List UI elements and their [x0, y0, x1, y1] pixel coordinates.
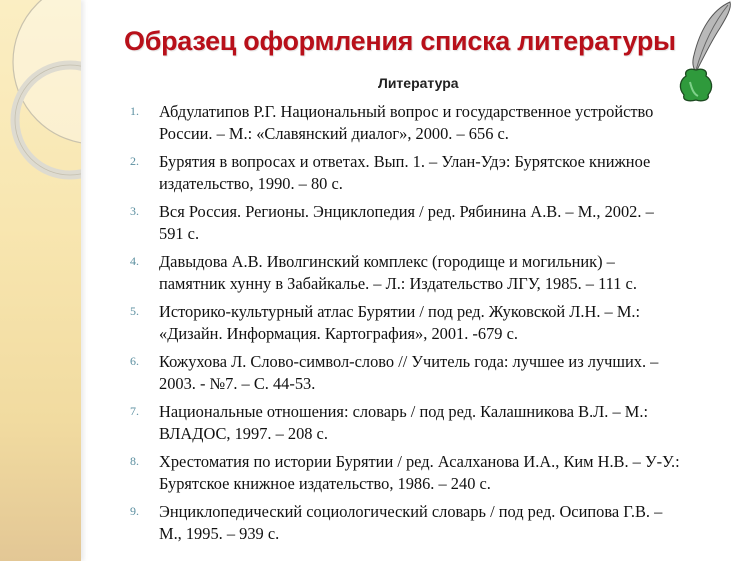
reference-text-line: 2003. - №7. – С. 44-53. [159, 373, 316, 393]
reference-text-line: памятник хунну в Забайкалье. – Л.: Издательство ЛГУ, 1985. – 111 с. [159, 273, 637, 293]
reference-text-line: России. – М.: «Славянский диалог», 2000. – 656 с. [159, 123, 509, 143]
list-heading: Литература [378, 75, 459, 91]
reference-item [124, 101, 744, 144]
reference-text-line: Кожухова Л. Слово-символ-слово // Учитель года: лучшее из лучших. – [159, 352, 659, 371]
reference-text-line: Давыдова А.В. Иволгинский комплекс (городище и могильник) – [159, 252, 615, 271]
reference-item [124, 251, 744, 294]
slide-title: Образец оформления списка литературы [124, 26, 676, 56]
item-number: 8. [130, 454, 139, 468]
reference-item [124, 401, 744, 444]
reference-item [124, 301, 744, 344]
item-number: 3. [130, 204, 139, 218]
reference-text-line: «Дизайн. Информация. Картография», 2001. -679 с. [159, 323, 518, 343]
reference-text-line: ВЛАДОС, 1997. – 208 с. [159, 423, 328, 443]
reference-text-line: Энциклопедический социологический словарь / под ред. Осипова Г.В. – [159, 502, 663, 521]
reference-item [124, 201, 744, 244]
item-number: 6. [130, 354, 139, 368]
reference-text-line: 591 с. [159, 223, 200, 243]
reference-list [124, 101, 744, 551]
quill-inkwell-icon [672, 0, 742, 110]
reference-item [124, 501, 744, 544]
reference-item [124, 151, 744, 194]
reference-text-line: издательство, 1990. – 80 с. [159, 173, 343, 193]
reference-item [124, 351, 744, 394]
item-number: 2. [130, 154, 139, 168]
reference-item [124, 451, 744, 494]
item-number: 4. [130, 254, 139, 268]
reference-text-line: Национальные отношения: словарь / под ред. Калашникова В.Л. – М.: [159, 402, 649, 421]
item-number: 7. [130, 404, 139, 418]
reference-text-line: Вся Россия. Регионы. Энциклопедия / ред. Рябинина А.В. – М., 2002. – [159, 202, 654, 221]
item-number: 9. [130, 504, 139, 518]
reference-text-line: Хрестоматия по истории Бурятии / ред. Асалханова И.А., Ким Н.В. – У-У.: [159, 452, 680, 471]
reference-text-line: М., 1995. – 939 с. [159, 523, 280, 543]
reference-text-line: Абдулатипов Р.Г. Национальный вопрос и государственное устройство [159, 102, 654, 121]
reference-text-line: Бурятия в вопросах и ответах. Вып. 1. – Улан-Удэ: Бурятское книжное [159, 152, 651, 171]
decorative-side-band [0, 0, 81, 561]
item-number: 5. [130, 304, 139, 318]
item-number: 1. [130, 104, 139, 118]
reference-text-line: Бурятское книжное издательство, 1986. – 240 с. [159, 473, 491, 493]
reference-text-line: Историко-культурный атлас Бурятии / под ред. Жуковской Л.Н. – М.: [159, 302, 641, 321]
circles-ornament-icon [0, 0, 81, 561]
